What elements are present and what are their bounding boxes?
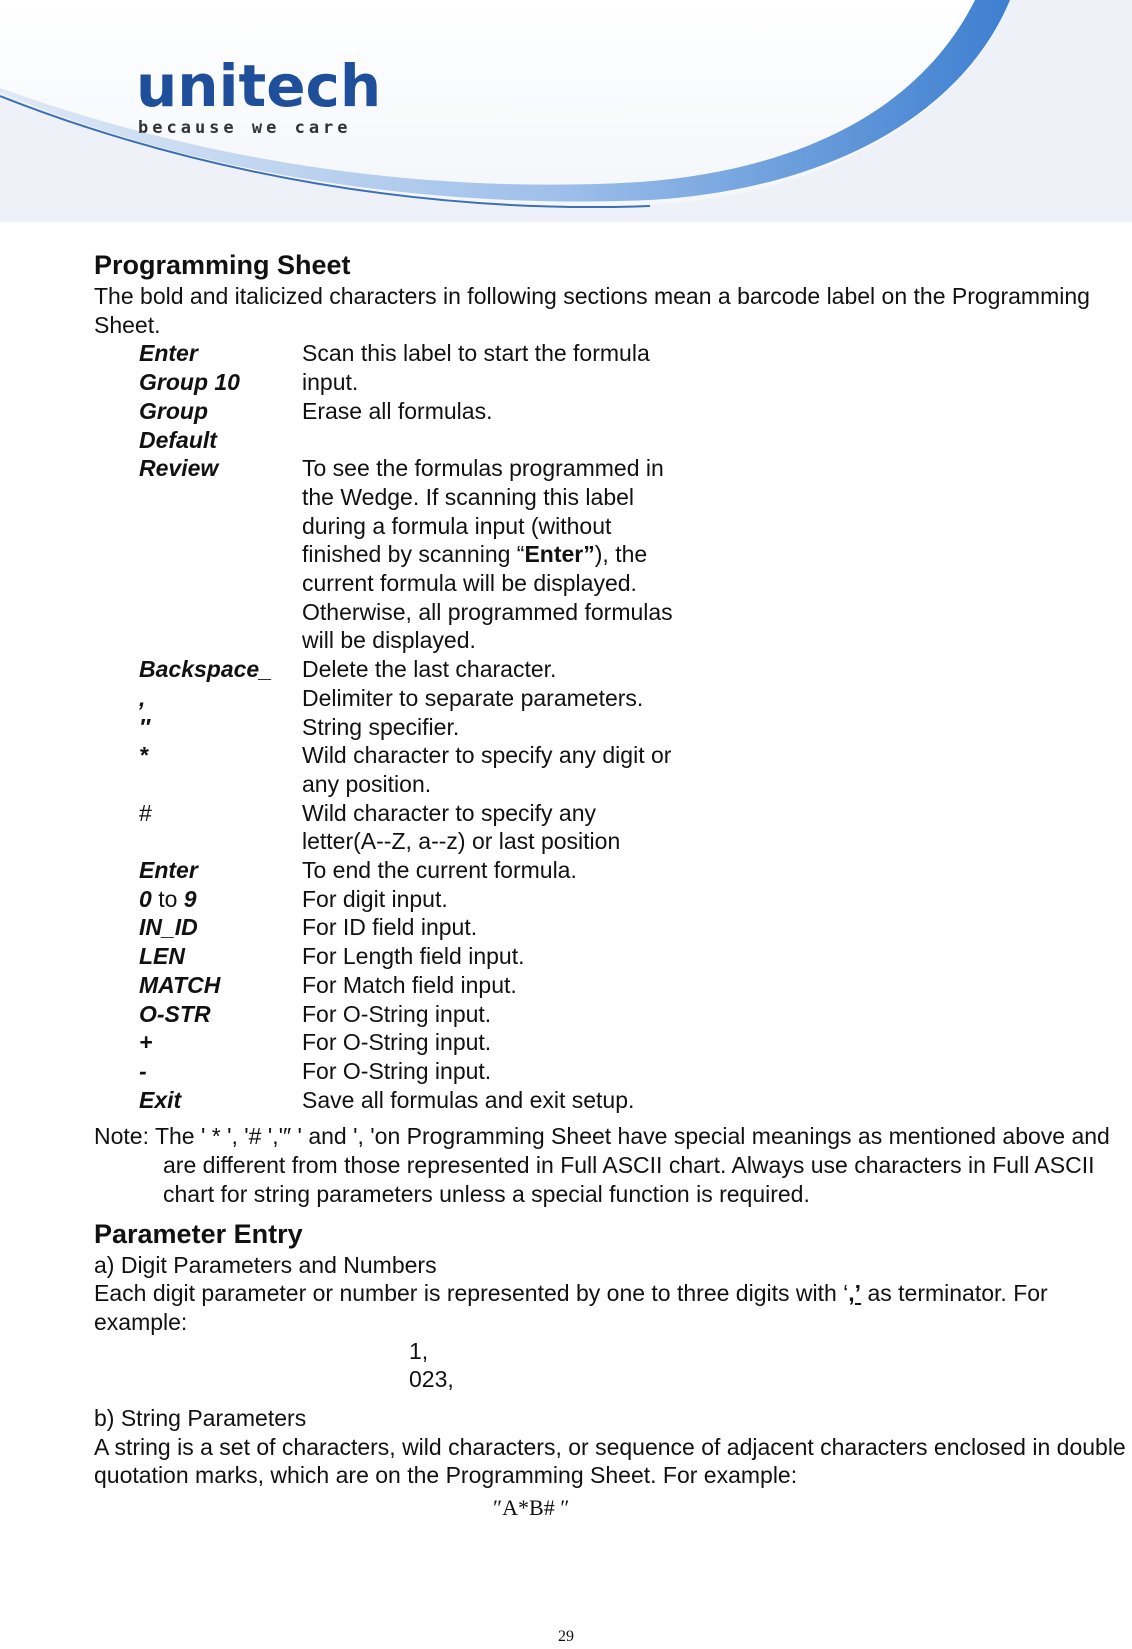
definition-term: Enter [139,857,198,884]
definition-desc: String specifier. [302,713,460,740]
definition-desc: For O-String input. [302,1057,492,1084]
definition-term: Exit [139,1086,182,1113]
review-line: during a formula input (without [302,512,612,539]
definition-row [139,339,1130,368]
page-content [94,248,1130,1523]
parameter-entry-heading: Parameter Entry [94,1218,303,1249]
string-parameters-heading: b) String Parameters [94,1405,307,1432]
definition-row [139,454,1130,655]
logo-tagline: because we care [138,118,352,138]
review-line: finished by scanning “ [302,541,525,568]
definition-term: Group 10 [139,369,240,396]
definition-row [139,1028,1130,1057]
definition-desc: input. [302,369,359,396]
definition-desc: For Match field input. [302,971,517,998]
definition-term: Review [139,455,219,482]
digit-parameters-heading: a) Digit Parameters and Numbers [94,1251,437,1278]
review-line: ), the [594,541,648,568]
definition-desc: For O-String input. [302,1000,492,1027]
definition-term: O-STR [139,1000,211,1027]
definition-row [139,1057,1130,1086]
definition-row [139,971,1130,1000]
logo-wordmark: unitech [136,52,382,120]
review-line: current formula will be displayed. [302,570,637,597]
definition-term [139,885,302,914]
page-header [0,0,1132,222]
programming-definitions [139,339,1130,1114]
definition-term: ″ [139,713,151,740]
definition-row [139,856,1130,885]
unitech-logo [136,52,382,138]
definition-desc: Scan this label to start the formula [302,340,650,367]
spacer [94,1394,1130,1404]
definition-term: Enter [139,340,198,367]
definition-row [139,741,1130,798]
definition-desc: For ID field input. [302,914,478,941]
definition-row [139,426,1130,455]
definition-term [139,799,302,856]
definition-row [139,942,1130,971]
hash-term: # [139,799,152,826]
definition-desc [302,799,722,856]
definition-term: Group [139,397,208,424]
definition-term: + [139,1029,153,1056]
digit-to: to [158,885,178,912]
desc-line: any position. [302,770,432,797]
digit-end: 9 [183,885,197,912]
review-line: will be displayed. [302,627,476,654]
definition-row [139,713,1130,742]
digit-parameters-text [94,1279,1130,1336]
desc-line: Wild character to specify any digit or [302,742,672,769]
definition-desc: For digit input. [302,885,448,912]
review-enter-label: Enter” [524,541,595,568]
definition-row [139,655,1130,684]
desc-line: Wild character to specify any [302,799,597,826]
programming-sheet-intro: The bold and italicized characters in following sections mean a barcode label on the Programming Sheet. [94,283,1090,338]
definition-row [139,913,1130,942]
definition-row [139,368,1130,397]
definition-term: , [139,684,146,711]
review-line: the Wedge. If scanning this label [302,483,635,510]
special-characters-note: Note: The ' * ', '# ','″ ' and ', 'on Programming Sheet have special meanings as mentioned above and are different from those represented in Full ASCII chart. Always use characters in Full ASCII chart for string parameters unless a special function is required. [94,1123,1110,1207]
digit-text-end: as terminator. For example: [94,1280,1048,1335]
string-parameters-text: A string is a set of characters, wild characters, or sequence of adjacent characters enclosed in double quotation marks, which are on the Programming Sheet. For example: [94,1433,1126,1489]
definition-desc: Delimiter to separate parameters. [302,684,644,711]
definition-desc: To end the current formula. [302,857,577,884]
definition-desc [302,426,722,455]
programming-sheet-heading: Programming Sheet [94,250,351,280]
definition-term: - [139,1057,147,1084]
definition-desc: For O-String input. [302,1029,492,1056]
definition-desc-review [302,454,722,655]
digit-example: 023, [409,1366,454,1393]
digit-text-start: Each digit parameter or number is represented by one to three digits with ‘ [94,1280,849,1307]
definition-term: Default [139,426,217,453]
definition-row [139,684,1130,713]
desc-line: letter(A--Z, a--z) or last position [302,828,621,855]
terminator-symbol: ,’ [848,1280,862,1307]
definition-desc: Save all formulas and exit setup. [302,1086,635,1113]
definition-row [139,799,1130,856]
definition-row [139,1000,1130,1029]
definition-term: IN_ID [139,914,198,941]
definition-row [139,885,1130,914]
review-line: Otherwise, all programmed formulas [302,598,673,625]
definition-desc [302,741,722,798]
string-example: ″A*B# ″ [493,1495,570,1521]
definition-desc: For Length field input. [302,943,525,970]
definition-desc: Delete the last character. [302,656,557,683]
digit-start: 0 [139,885,152,912]
definition-term: * [139,742,148,769]
definition-desc: Erase all formulas. [302,397,493,424]
definition-term: Backspace_ [139,656,272,683]
review-line: To see the formulas programmed in [302,455,664,482]
definition-term: MATCH [139,971,221,998]
definition-term: LEN [139,943,185,970]
definition-row [139,397,1130,426]
definition-row [139,1086,1130,1115]
page-number: 29 [558,1628,574,1645]
digit-example: 1, [409,1337,429,1364]
